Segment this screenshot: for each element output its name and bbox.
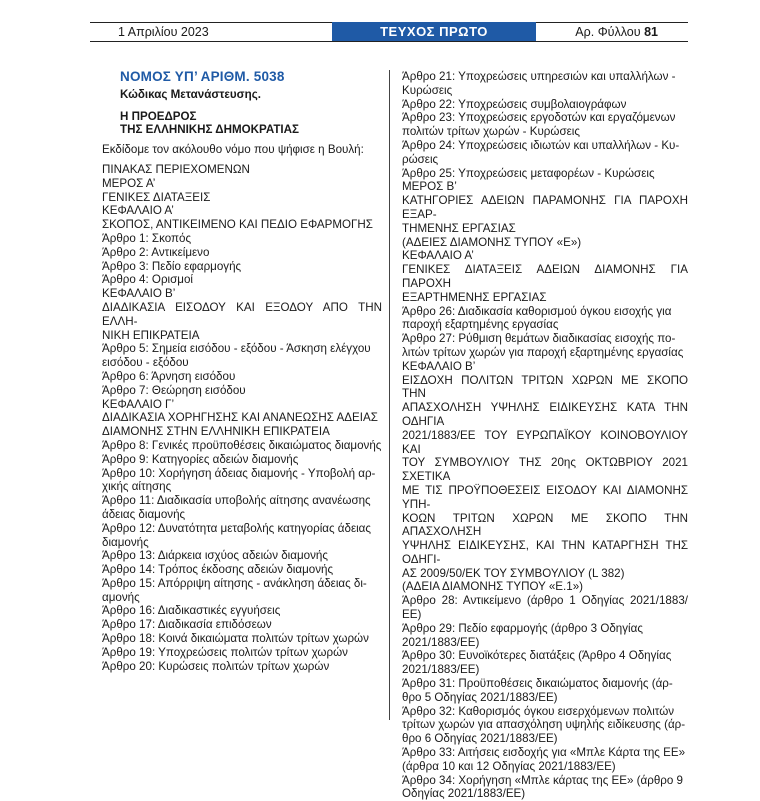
toc-line: ΤΗΜΕΝΗΣ ΕΡΓΑΣΙΑΣ (402, 221, 516, 235)
toc-line: Κυρώσεις (402, 83, 453, 97)
toc-line: ΑΣ 2009/50/ΕΚ ΤΟΥ ΣΥΜΒΟΥΛΙΟΥ (L 382) (402, 566, 625, 580)
toc-line: Άρθρο 22: Υποχρεώσεις συμβολαιογράφων (402, 97, 627, 111)
toc-line: Οδηγίας 2021/1883/ΕΕ) (402, 787, 526, 801)
toc-line: ΚΕΦΑΛΑΙΟ Γ’ (102, 397, 175, 411)
toc-line: Άρθρο 19: Υποχρεώσεις πολιτών τρίτων χωρών (102, 645, 348, 659)
toc-line: διαμονής (102, 535, 149, 549)
toc-line: (ΑΔΕΙΑ ΔΙΑΜΟΝΗΣ ΤΥΠΟΥ «Ε.1») (402, 580, 583, 594)
toc-line: Άρθρο 24: Υποχρεώσεις ιδιωτών και υπαλλήλων - Κυ- (402, 138, 680, 152)
toc-line: 2021/1883/ΕΕ) (402, 635, 480, 649)
toc-line: Άρθρο 6: Άρνηση εισόδου (102, 369, 236, 383)
toc-line: Άρθρο 4: Ορισμοί (102, 273, 193, 287)
toc-line: Άρθρο 20: Κυρώσεις πολιτών τρίτων χωρών (102, 659, 330, 673)
toc-line: 2021/1883/ΕΕ ΤΟΥ ΕΥΡΩΠΑΪΚΟΥ ΚΟΙΝΟΒΟΥΛΙΟΥ ΚΑΙ (402, 428, 688, 456)
toc-line: ΕΞΑΡΤΗΜΕΝΗΣ ΕΡΓΑΣΙΑΣ (402, 290, 547, 304)
left-column (98, 70, 382, 673)
toc-line: ΔΙΑΔΙΚΑΣΙΑ ΧΟΡΗΓΗΣΗΣ ΚΑΙ ΑΝΑΝΕΩΣΗΣ ΑΔΕΙΑΣ (102, 411, 378, 425)
toc-line: Άρθρο 32: Καθορισμός όγκου εισερχόμενων πολιτών (402, 704, 675, 718)
toc-line: ΜΕΡΟΣ Α’ (102, 176, 156, 190)
page-header (90, 22, 688, 42)
toc-line: ΜΕΡΟΣ Β’ (402, 180, 457, 194)
toc-line: ΥΨΗΛΗΣ ΕΙΔΙΚΕΥΣΗΣ, ΚΑΙ ΤΗΝ ΚΑΤΑΡΓΗΣΗ ΤΗΣ ΟΔΗΓΙ- (402, 539, 688, 566)
toc-line: Άρθρο 8: Γενικές προϋποθέσεις δικαιώματος διαμονής (102, 438, 382, 452)
toc-line: ΓΕΝΙΚΕΣ ΔΙΑΤΑΞΕΙΣ (102, 190, 211, 204)
toc-line: ΚΕΦΑΛΑΙΟ Β’ (102, 287, 176, 301)
toc-line: ΑΠΑΣΧΟΛΗΣΗ ΥΨΗΛΗΣ ΕΙΔΙΚΕΥΣΗΣ ΚΑΤΑ ΤΗΝ ΟΔΗΓΙΑ (402, 401, 688, 428)
toc-line: Άρθρο 23: Υποχρεώσεις εργοδοτών και εργαζόμενων (402, 111, 676, 125)
law-subtitle: Κώδικας Μετανάστευσης. (120, 87, 261, 101)
toc-line: Άρθρο 1: Σκοπός (102, 231, 192, 245)
toc-line: Άρθρο 31: Προϋποθέσεις δικαιώματος διαμονής (άρ- (402, 677, 673, 691)
toc-line: ΣΚΟΠΟΣ, ΑΝΤΙΚΕΙΜΕΝΟ ΚΑΙ ΠΕΔΙΟ ΕΦΑΡΜΟΓΗΣ (102, 218, 373, 232)
toc-line: Άρθρο 11: Διαδικασία υποβολής αίτησης ανανέωσης (102, 494, 371, 508)
toc-line: ΕΙΣΔΟΧΗ ΠΟΛΙΤΩΝ ΤΡΙΤΩΝ ΧΩΡΩΝ ΜΕ ΣΚΟΠΟ ΤΗΝ (402, 373, 688, 401)
toc-line: Άρθρο 12: Δυνατότητα μεταβολής κατηγορίας άδειας (102, 521, 371, 535)
toc-line: άδειας διαμονής (102, 507, 186, 521)
toc-line: Άρθρο 17: Διαδικασία επιδόσεων (102, 618, 272, 632)
toc-line: Άρθρο 2: Αντικείμενο (102, 245, 210, 259)
toc-line: Άρθρο 21: Υποχρεώσεις υπηρεσιών και υπαλλήλων - (402, 70, 676, 83)
president-line-1: Η ΠΡΟΕΔΡΟΣ (120, 109, 197, 123)
header-bottom-rule (90, 41, 688, 42)
toc-line: ΤΟΥ ΣΥΜΒΟΥΛΙΟΥ ΤΗΣ 20ης ΟΚΤΩΒΡΙΟΥ 2021 ΣΧΕΤΙΚΑ (402, 456, 688, 484)
toc-line: λιτών τρίτων χωρών για παροχή εξαρτημένης εργασίας (402, 345, 684, 359)
toc-line: (ΑΔΕΙΕΣ ΔΙΑΜΟΝΗΣ ΤΥΠΟΥ «Ε») (402, 235, 582, 249)
toc-line: Άρθρο 15: Απόρριψη αίτησης - ανάκληση άδειας δι- (102, 576, 367, 590)
toc-line: αμονής (102, 590, 140, 604)
toc-line: Άρθρο 29: Πεδίο εφαρμογής (άρθρο 3 Οδηγίας (402, 621, 643, 635)
sheet-number-value: 81 (644, 25, 658, 39)
toc-line: Άρθρο 33: Αιτήσεις εισδοχής για «Μπλε Κάρτα της ΕΕ» (402, 746, 686, 760)
preamble: Εκδίδομε τον ακόλουθο νόμο που ψήφισε η Βουλή: (102, 143, 364, 157)
toc-line: Άρθρο 18: Κοινά δικαιώματα πολιτών τρίτων χωρών (102, 632, 369, 646)
toc-line: Άρθρο 5: Σημεία εισόδου - εξόδου - Άσκηση ελέγχου (102, 342, 371, 356)
toc-line: ΚΟΩΝ ΤΡΙΤΩΝ ΧΩΡΩΝ ΜΕ ΣΚΟΠΟ ΤΗΝ ΑΠΑΣΧΟΛΗΣΗ (402, 511, 688, 539)
toc-line: ΔΙΑΔΙΚΑΣΙΑ ΕΙΣΟΔΟΥ ΚΑΙ ΕΞΟΔΟΥ ΑΠΟ ΤΗΝ ΕΛΛΗ- (102, 300, 382, 328)
law-title: ΝΟΜΟΣ ΥΠ’ ΑΡΙΘΜ. 5038 (120, 69, 285, 84)
toc-line: θρο 5 Οδηγίας 2021/1883/ΕΕ) (402, 690, 558, 704)
sheet-number (575, 25, 658, 39)
sheet-label: Αρ. Φύλλου (575, 25, 641, 39)
toc-line: ΝΙΚΗ ΕΠΙΚΡΑΤΕΙΑ (102, 328, 200, 342)
toc-line: ΚΕΦΑΛΑΙΟ Α’ (102, 204, 174, 218)
toc-left-list (98, 163, 382, 673)
president-line-2: ΤΗΣ ΕΛΛΗΝΙΚΗΣ ΔΗΜΟΚΡΑΤΙΑΣ (120, 123, 299, 137)
toc-line: Άρθρο 10: Χορήγηση άδειας διαμονής - Υποβολή αρ- (102, 466, 376, 480)
column-divider (389, 70, 390, 720)
toc-line: εισόδου - εξόδου (102, 356, 189, 370)
toc-line: Άρθρο 7: Θεώρηση εισόδου (102, 383, 246, 397)
right-column (398, 70, 688, 801)
toc-line: Άρθρο 14: Τρόπος έκδοσης αδειών διαμονής (102, 563, 334, 577)
toc-line: θρο 6 Οδηγίας 2021/1883/ΕΕ) (402, 732, 558, 746)
issue-date: 1 Απριλίου 2023 (118, 25, 209, 39)
toc-line: Άρθρο 9: Κατηγορίες αδειών διαμονής (102, 452, 299, 466)
toc-line: Άρθρο 30: Ευνοϊκότερες διατάξεις (Άρθρο 4 Οδηγίας (402, 649, 672, 663)
toc-line: παροχή εξαρτημένης εργασίας (402, 318, 559, 332)
toc-line: ΓΕΝΙΚΕΣ ΔΙΑΤΑΞΕΙΣ ΑΔΕΙΩΝ ΔΙΑΜΟΝΗΣ ΓΙΑ ΠΑΡΟΧΗ (402, 263, 688, 290)
toc-line: Άρθρο 3: Πεδίο εφαρμογής (102, 259, 242, 273)
toc-line: Άρθρο 34: Χορήγηση «Μπλε κάρτας της ΕΕ» (άρθρο 9 (402, 773, 683, 787)
toc-line: Άρθρο 27: Ρύθμιση θεμάτων διαδικασίας εισοχής πο- (402, 332, 676, 346)
issue-title: ΤΕΥΧΟΣ ΠΡΩΤΟ (332, 22, 536, 42)
toc-line: ΜΕ ΤΙΣ ΠΡΟΫΠΟΘΕΣΕΙΣ ΕΙΣΟΔΟΥ ΚΑΙ ΔΙΑΜΟΝΗΣ ΥΠΗ- (402, 483, 688, 511)
toc-line: 2021/1883/ΕΕ) (402, 663, 480, 677)
toc-line: ΠΙΝΑΚΑΣ ΠΕΡΙΕΧΟΜΕΝΩΝ (102, 162, 250, 176)
toc-line: τρίτων χωρών για απασχόληση υψηλής ειδίκευσης (άρ- (402, 718, 686, 732)
toc-line: ρώσεις (402, 152, 439, 166)
toc-line: Άρθρο 26: Διαδικασία καθορισμού όγκου εισοχής για (402, 304, 672, 318)
toc-line: ΚΕΦΑΛΑΙΟ Β’ (402, 359, 476, 373)
toc-line: (άρθρα 10 και 12 Οδηγίας 2021/1883/ΕΕ) (402, 759, 616, 773)
toc-line: Άρθρο 16: Διαδικαστικές εγγυήσεις (102, 604, 281, 618)
toc-line: χικής αίτησης (102, 480, 172, 494)
toc-line: Άρθρο 28: Αντικείμενο (άρθρο 1 Οδηγίας 2021/1883/ΕΕ) (402, 594, 688, 622)
toc-right-list (398, 70, 688, 801)
toc-line: ΚΑΤΗΓΟΡΙΕΣ ΑΔΕΙΩΝ ΠΑΡΑΜΟΝΗΣ ΓΙΑ ΠΑΡΟΧΗ ΕΞΑΡ- (402, 194, 688, 221)
toc-line: Άρθρο 25: Υποχρεώσεις μεταφορέων - Κυρώσεις (402, 166, 655, 180)
toc-line: πολιτών τρίτων χωρών - Κυρώσεις (402, 125, 580, 139)
president-heading (120, 110, 382, 138)
toc-line: ΚΕΦΑΛΑΙΟ Α’ (402, 249, 474, 263)
toc-line: Άρθρο 13: Διάρκεια ισχύος αδειών διαμονής (102, 549, 328, 563)
toc-line: ΔΙΑΜΟΝΗΣ ΣΤΗΝ ΕΛΛΗΝΙΚΗ ΕΠΙΚΡΑΤΕΙΑ (102, 425, 330, 439)
